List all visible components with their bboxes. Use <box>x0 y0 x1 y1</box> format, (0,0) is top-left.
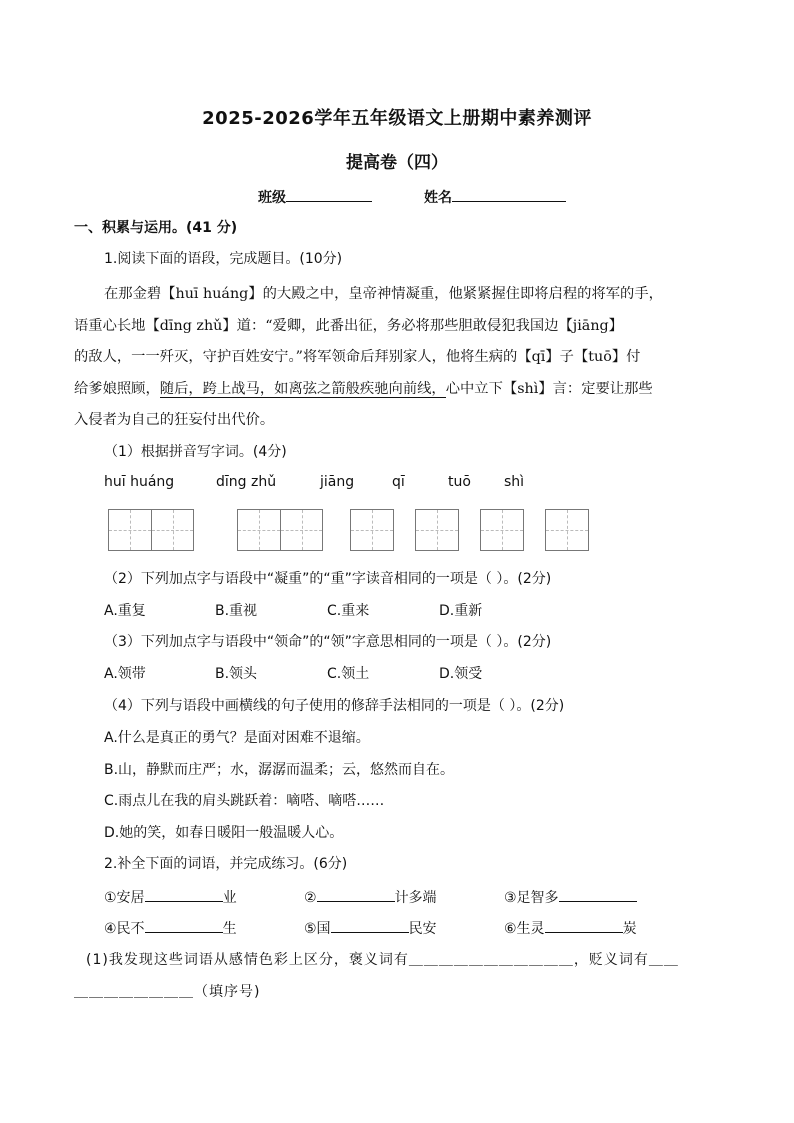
class-blank[interactable] <box>286 186 372 202</box>
idiom-2-pre: ② <box>304 890 317 906</box>
grid-cell[interactable] <box>351 510 393 550</box>
idiom-2 <box>304 886 437 907</box>
writing-grid-1[interactable] <box>108 509 194 551</box>
q1-prompt: 1.阅读下面的语段，完成题目。(10分) <box>104 251 343 267</box>
grid-cell[interactable] <box>481 510 523 550</box>
name-blank[interactable] <box>452 186 566 202</box>
grid-cell[interactable] <box>109 510 151 550</box>
q2-sub1-line-1: (1)我发现这些词语从感情色彩上区分，褒义词有＿＿＿＿＿＿＿＿＿＿＿，贬义词有＿＿ <box>86 952 679 968</box>
pinyin-5: tuō <box>448 474 471 490</box>
idiom-6-blank[interactable] <box>545 917 623 933</box>
passage-line-5: 入侵者为自己的狂妄付出代价。 <box>74 412 275 428</box>
passage-line-4-end: 心中立下【shì】言：定要让那些 <box>445 381 653 397</box>
pinyin-2: dīng zhǔ <box>216 474 277 490</box>
class-field <box>258 186 372 207</box>
idiom-4-blank[interactable] <box>145 917 223 933</box>
idiom-3 <box>504 886 637 907</box>
writing-grid-2[interactable] <box>237 509 323 551</box>
q1-sub2-option-b: B.重视 <box>215 603 258 619</box>
writing-grid-4[interactable] <box>415 509 459 551</box>
q1-sub3-option-a: A.领带 <box>104 666 146 682</box>
passage-line-4 <box>74 378 653 398</box>
idiom-6-pre: ⑥生灵 <box>504 921 545 937</box>
idiom-3-blank[interactable] <box>559 886 637 902</box>
grid-cell[interactable] <box>151 510 193 550</box>
pinyin-6: shì <box>504 474 525 490</box>
q1-sub3-option-b: B.领头 <box>215 666 258 682</box>
idiom-5-post: 民安 <box>408 921 437 937</box>
grid-cell[interactable] <box>280 510 322 550</box>
class-label: 班级 <box>258 190 286 206</box>
idiom-3-pre: ③足智多 <box>504 890 559 906</box>
idiom-1 <box>104 886 237 907</box>
idiom-2-blank[interactable] <box>317 886 395 902</box>
pinyin-4: qī <box>392 474 405 490</box>
underlined-sentence: 随后，跨上战马，如离弦之箭般疾驰向前线， <box>159 381 446 397</box>
grid-cell[interactable] <box>416 510 458 550</box>
q1-sub3: （3）下列加点字与语段中“领命”的“领”字意思相同的一项是（ ）。(2分) <box>104 634 552 650</box>
page-title: 2025-2026学年五年级语文上册期中素养测评 <box>202 108 592 129</box>
pinyin-3: jiāng <box>320 474 355 490</box>
q1-sub2-option-a: A.重复 <box>104 603 146 619</box>
section-heading: 一、积累与运用。(41 分) <box>74 220 238 236</box>
idiom-6 <box>504 917 637 938</box>
idiom-4-post: 生 <box>222 921 237 937</box>
passage-line-2: 语重心长地【dīng zhǔ】道：“爱卿，此番出征，务必将那些胆敢侵犯我国边【jiāng】 <box>74 318 623 334</box>
q1-sub3-option-d: D.领受 <box>439 666 483 682</box>
q1-sub2: （2）下列加点字与语段中“凝重”的“重”字读音相同的一项是（ ）。(2分) <box>104 571 552 587</box>
q1-sub3-option-c: C.领土 <box>327 666 370 682</box>
name-field <box>424 186 566 207</box>
writing-grid-3[interactable] <box>350 509 394 551</box>
idiom-6-post: 炭 <box>622 921 637 937</box>
passage-line-3: 的敌人，一一歼灭，守护百姓安宁。”将军领命后拜别家人，他将生病的【qī】子【tuō】付 <box>74 349 641 365</box>
idiom-1-blank[interactable] <box>145 886 223 902</box>
q1-sub4: （4）下列与语段中画横线的句子使用的修辞手法相同的一项是（ ）。(2分) <box>104 698 565 714</box>
idiom-1-post: 业 <box>222 890 237 906</box>
passage-line-4-start: 给爹娘照顾， <box>74 381 160 397</box>
q1-sub4-option-c: C.雨点儿在我的肩头跳跃着：嘀嗒、嘀嗒…… <box>104 793 385 809</box>
idiom-4-pre: ④民不 <box>104 921 145 937</box>
q1-sub1: （1）根据拼音写字词。(4分) <box>104 444 287 460</box>
idiom-5 <box>304 917 437 938</box>
idiom-4 <box>104 917 237 938</box>
q2-sub1-line-2: ＿＿＿＿＿＿＿＿（填序号) <box>74 984 261 1000</box>
idiom-5-blank[interactable] <box>331 917 409 933</box>
q1-sub4-option-d: D.她的笑，如春日暖阳一般温暖人心。 <box>104 825 344 841</box>
idiom-5-pre: ⑤国 <box>304 921 331 937</box>
q1-sub4-option-b: B.山，静默而庄严；水，潺潺而温柔；云，悠然而自在。 <box>104 762 455 778</box>
q1-sub2-option-d: D.重新 <box>439 603 483 619</box>
idiom-2-post: 计多端 <box>394 890 437 906</box>
q1-sub4-option-a: A.什么是真正的勇气？是面对困难不退缩。 <box>104 730 370 746</box>
name-label: 姓名 <box>424 190 452 206</box>
q1-sub2-option-c: C.重来 <box>327 603 370 619</box>
idiom-1-pre: ①安居 <box>104 890 145 906</box>
writing-grid-5[interactable] <box>480 509 524 551</box>
passage-line-1: 在那金碧【huī huáng】的大殿之中，皇帝神情凝重，他紧紧握住即将启程的将军的手， <box>104 286 663 302</box>
page-subtitle: 提高卷（四） <box>346 153 448 173</box>
grid-cell[interactable] <box>238 510 280 550</box>
grid-cell[interactable] <box>546 510 588 550</box>
pinyin-1: huī huáng <box>104 474 175 490</box>
q2-prompt: 2.补全下面的词语，并完成练习。(6分) <box>104 856 348 872</box>
writing-grid-6[interactable] <box>545 509 589 551</box>
